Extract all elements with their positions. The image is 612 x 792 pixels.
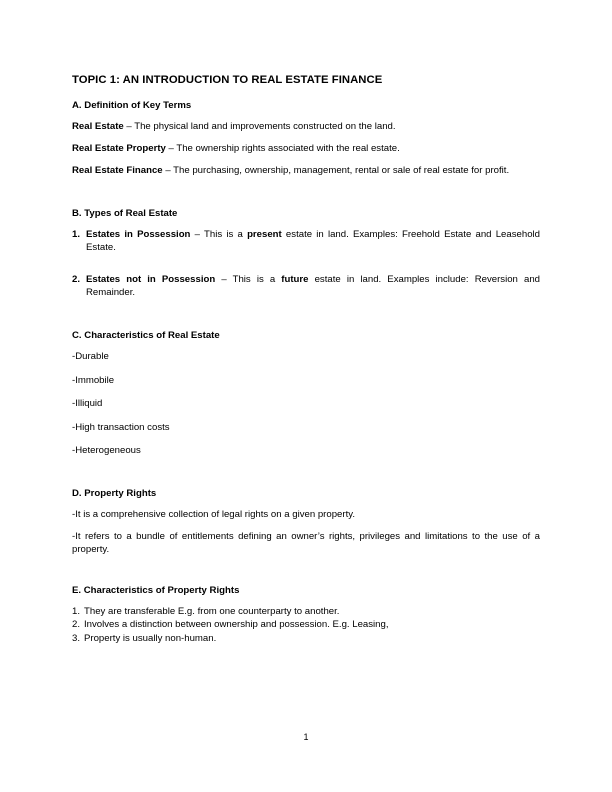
paragraph: -It is a comprehensive collection of legal rights on a given property. <box>72 508 355 520</box>
list-item: -Heterogeneous <box>72 445 141 456</box>
item-number: 1. <box>72 605 81 617</box>
item-text: Property is usually non-human. <box>84 632 217 644</box>
spacer <box>72 263 540 273</box>
item-number: 2. <box>72 619 81 630</box>
numbered-list <box>72 605 540 646</box>
item-text: Involves a distinction between ownership and possession. E.g. Leasing, <box>84 619 389 630</box>
item-text <box>86 228 540 254</box>
item-number: 2. <box>72 274 81 285</box>
item-text: They are transferable E.g. from one counterparty to another. <box>84 605 340 617</box>
item-text-post: estate in land. Examples: Freehold Estate and Leasehold Estate. <box>86 229 540 253</box>
numbered-item <box>72 228 540 254</box>
list-item <box>72 632 540 646</box>
definition-real-estate-finance <box>72 164 540 177</box>
spacer <box>72 308 540 330</box>
paragraph: -It refers to a bundle of entitlements defining an owner’s rights, privileges and limitations to the use of a property. <box>72 530 540 555</box>
page-title: TOPIC 1: AN INTRODUCTION TO REAL ESTATE FINANCE <box>72 74 383 86</box>
spacer <box>72 468 540 488</box>
item-number: 3. <box>72 632 81 644</box>
list-item <box>72 605 540 619</box>
item-term: Estates in Possession <box>86 229 191 240</box>
list-item: -Durable <box>72 351 109 362</box>
term-definition: – The ownership rights associated with the real estate. <box>165 143 400 154</box>
term-definition: – The purchasing, ownership, management, rental or sale of real estate for profit. <box>162 165 510 176</box>
item-emphasis: future <box>281 274 309 285</box>
list-item: -Illiquid <box>72 398 103 409</box>
item-text <box>86 273 540 299</box>
term: Real Estate <box>72 121 124 132</box>
spacer <box>72 565 540 585</box>
section-d-heading: D. Property Rights <box>72 487 157 499</box>
term: Real Estate Finance <box>72 165 163 176</box>
list-item: -High transaction costs <box>72 421 170 433</box>
document-page <box>72 74 540 645</box>
term-definition: – The physical land and improvements constructed on the land. <box>123 121 396 132</box>
list-item <box>72 618 540 632</box>
section-b-heading: B. Types of Real Estate <box>72 208 178 219</box>
item-text-post: estate in land. Examples include: Reversion and Remainder. <box>86 274 540 298</box>
section-c-heading: C. Characteristics of Real Estate <box>72 330 220 341</box>
numbered-item <box>72 273 540 299</box>
definition-real-estate-property <box>72 142 540 155</box>
item-term: Estates not in Possession <box>86 274 216 285</box>
item-text-pre: – This is a <box>215 274 282 285</box>
spacer <box>72 186 540 208</box>
term: Real Estate Property <box>72 143 166 154</box>
item-text-pre: – This is a <box>190 229 248 240</box>
section-e-heading: E. Characteristics of Property Rights <box>72 584 240 596</box>
item-number: 1. <box>72 229 81 240</box>
section-a-heading: A. Definition of Key Terms <box>72 100 192 111</box>
definition-real-estate <box>72 120 540 133</box>
list-item: -Immobile <box>72 374 115 386</box>
page-number: 1 <box>303 732 309 742</box>
item-emphasis: present <box>247 229 282 240</box>
